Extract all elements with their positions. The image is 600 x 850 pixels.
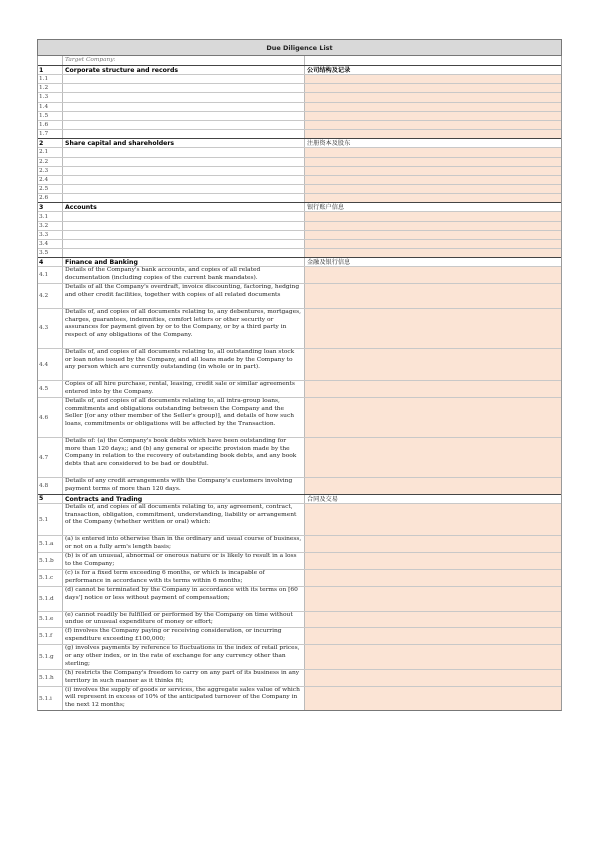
item-description[interactable]: Details of all the Company's overdraft, invoice discounting, factoring, hedging and other credit facilities, together with copies of all related documents [65,284,300,298]
item-description[interactable]: (g) involves payments by reference to fluctuations in the index of retail prices, or any other index, or in the rate of exchange for any currency other than sterling; [65,645,300,667]
item-number: 2.6 [38,194,63,202]
response-cell[interactable] [304,121,561,129]
response-cell[interactable] [304,93,561,101]
item-row [38,569,561,586]
section-title: Contracts and Trading [65,495,143,503]
sheet-title: Due Diligence List [37,39,562,56]
section-row [38,202,561,211]
response-cell[interactable] [304,645,561,669]
response-cell[interactable] [304,231,561,239]
item-row [38,157,561,166]
item-row [38,211,561,220]
item-number: 4 [38,258,63,266]
item-row [38,230,561,239]
response-cell[interactable] [304,438,561,477]
item-number: 2.3 [38,167,63,175]
item-description[interactable]: Details of, and copies of all documents relating to, all intra-group loans, commitments and obligations outstanding between the Company and the Seller [(or any other member of the Seller's group)], and details of how such loans, commitments or obligations will be affected by the Transaction. [65,398,295,428]
item-number: 2.2 [38,158,63,166]
item-row [38,266,561,283]
target-company-label[interactable]: Target Company: [65,57,116,63]
response-cell[interactable] [304,612,561,628]
item-description[interactable] [63,130,304,138]
section-row [38,257,561,266]
item-number: 1 [38,66,63,74]
section-title: Finance and Banking [65,259,138,267]
item-number: 3.2 [38,222,63,230]
item-row [38,129,561,138]
item-description[interactable] [63,176,304,184]
item-description[interactable]: (e) cannot readily be fulfilled or performed by the Company on time without undue or unusual expenditure of money or effort; [65,611,293,626]
item-description[interactable] [63,103,304,111]
item-description[interactable]: Details of, and copies of all documents relating to, any agreement, contract, transaction, obligation, commitment, understanding, liability or arrangement of the Company (whether written or oral) which: [65,503,297,526]
item-description[interactable] [63,212,304,220]
section-row [38,138,561,147]
response-cell[interactable] [304,103,561,111]
item-number: 1.6 [38,121,63,129]
item-number: 2.1 [38,148,63,156]
item-number: 4.7 [38,438,63,477]
item-number: 5.1.h [38,670,63,686]
item-description[interactable] [63,148,304,156]
response-cell[interactable] [304,75,561,83]
response-cell[interactable] [304,176,561,184]
section-title-cn: 公司结构及记录 [304,66,561,74]
item-description[interactable]: Details of the Company's bank accounts, and copies of all related documentation (including copies of the current bank mandates). [65,267,261,282]
item-number: 4.3 [38,309,63,348]
item-row [38,308,561,348]
item-description[interactable] [63,222,304,230]
response-cell[interactable] [304,570,561,586]
item-row [38,437,561,477]
item-number: 1.3 [38,93,63,101]
item-description[interactable] [63,112,304,120]
item-description[interactable]: (c) is for a fixed term exceeding 6 months, or which is incapable of performance in accordance with its terms within 6 months; [65,570,265,584]
response-cell[interactable] [304,284,561,308]
item-description[interactable] [63,84,304,92]
section-title: Accounts [65,204,97,212]
section-title: Corporate structure and records [65,67,179,74]
item-number: 1.5 [38,112,63,120]
response-cell[interactable] [304,84,561,92]
response-cell[interactable] [304,309,561,348]
item-row [38,111,561,120]
item-description[interactable]: Copies of all hire purchase, rental, leasing, credit sale or similar agreements entered into by the Company. [65,381,295,395]
item-row [38,477,561,494]
response-cell[interactable] [304,670,561,686]
item-number: 5.1.c [38,570,63,586]
response-cell[interactable] [304,112,561,120]
response-cell[interactable] [304,504,561,535]
item-row [38,120,561,129]
item-row [38,586,561,611]
item-number: 3.3 [38,231,63,239]
item-row [38,627,561,644]
response-cell[interactable] [304,553,561,569]
section-row [38,65,561,74]
item-row [38,83,561,92]
item-description[interactable]: (b) is of an unusual, abnormal or onerous nature or is likely to result in a loss to the Company; [65,553,297,567]
item-row [38,74,561,83]
item-row [38,380,561,397]
item-number: 5.1.g [38,645,63,669]
item-row [38,686,561,711]
response-cell[interactable] [304,185,561,193]
response-cell[interactable] [304,167,561,175]
item-description[interactable] [63,249,304,257]
item-number: 5.1.f [38,628,63,644]
item-description[interactable] [63,167,304,175]
response-cell[interactable] [304,381,561,397]
item-number: 1.4 [38,103,63,111]
item-number: 1.7 [38,130,63,138]
item-description[interactable]: Details of, and copies of all documents relating to, any debentures, mortgages, charges, guarantees, indemnities, comfort letters or other security or assurances for payment given by or to the Company, or by a third party in respect of any obligations of the Company. [65,308,301,338]
item-row [38,221,561,230]
item-row [38,644,561,669]
item-description[interactable]: (i) involves the supply of goods or services, the aggregate sales value of which will represent in excess of 10% of the anticipated turnover of the Company in the next 12 months; [65,686,300,709]
item-number: 5.1.e [38,612,63,628]
item-number: 5 [38,495,63,503]
item-description[interactable]: (f) involves the Company paying or receiving consideration, or incurring expenditure exceeding £100,000; [65,628,282,643]
section-row [38,494,561,503]
item-number: 4.8 [38,478,63,494]
item-number: 2.4 [38,176,63,184]
item-description[interactable] [63,158,304,166]
response-cell[interactable] [304,687,561,711]
item-row [38,102,561,111]
response-cell[interactable] [304,194,561,202]
item-row [38,166,561,175]
item-description[interactable] [63,93,304,101]
item-row [38,92,561,101]
item-row [38,669,561,686]
item-row [38,611,561,628]
response-cell[interactable] [304,267,561,283]
item-number: 5.1 [38,504,63,535]
response-cell[interactable] [304,536,561,552]
item-number: 4.1 [38,267,63,283]
item-description[interactable]: Details of any credit arrangements with the Company's customers involving payment terms of more than 120 days. [65,478,293,492]
checklist-table [37,65,562,711]
item-row [38,535,561,552]
item-number: 2.5 [38,185,63,193]
item-number: 3.1 [38,212,63,220]
item-number: 2 [38,139,63,147]
item-description[interactable] [63,121,304,129]
response-cell[interactable] [304,222,561,230]
section-title-cn: 合同及交易 [304,495,561,503]
item-row [38,147,561,156]
item-number: 5.1.d [38,587,63,611]
response-cell[interactable] [304,212,561,220]
item-row [38,193,561,202]
response-cell[interactable] [304,130,561,138]
item-row [38,175,561,184]
item-number: 5.1.b [38,553,63,569]
item-description[interactable] [63,231,304,239]
due-diligence-sheet [37,39,562,711]
item-row [38,248,561,257]
response-cell[interactable] [304,628,561,644]
item-description[interactable] [63,185,304,193]
item-description[interactable]: Details of: (a) the Company's book debts which have been outstanding for more than 120 days;; and (b) any general or specific provision made by the Company in relation to the recovery of outstanding book debts, and any book debts that are considered to be bad or doubtful. [65,438,297,468]
item-number: 4.2 [38,284,63,308]
item-number: 3 [38,203,63,211]
response-cell[interactable] [304,398,561,437]
response-cell[interactable] [304,148,561,156]
item-description[interactable] [63,240,304,248]
item-number: 3.4 [38,240,63,248]
item-row [38,552,561,569]
item-description[interactable]: (d) cannot be terminated by the Company in accordance with its terms on [60 days'] notice or less without payment of compensation; [65,586,298,601]
item-row [38,283,561,308]
item-number: 4.5 [38,381,63,397]
item-description[interactable]: (h) restricts the Company's freedom to carry on any part of its business in any territory in such manner as it thinks fit; [65,669,300,684]
response-cell[interactable] [304,587,561,611]
item-row [38,503,561,535]
response-cell[interactable] [304,249,561,257]
item-description[interactable]: (a) is entered into otherwise than in the ordinary and usual course of business, or not on a fully arm's length basis; [65,536,302,550]
item-number: 1.1 [38,75,63,83]
item-number: 1.2 [38,84,63,92]
item-row [38,348,561,380]
item-description[interactable]: Details of, and copies of all documents relating to, all outstanding loan stock or loan notes issued by the Company, and all loans made by the Company to any person which are currently outstanding (in whole or in part). [65,348,295,371]
item-number: 4.4 [38,349,63,380]
section-title: Share capital and shareholders [65,140,175,148]
response-cell[interactable] [304,158,561,166]
item-number: 5.1.a [38,536,63,552]
section-title-cn: 金融及银行信息 [304,258,561,266]
item-description[interactable] [63,75,304,83]
section-title-cn: 银行账户信息 [304,203,561,211]
item-description[interactable] [63,194,304,202]
section-title-cn: 注册资本及股东 [304,139,561,147]
item-number: 5.1.i [38,687,63,711]
response-cell[interactable] [304,349,561,380]
target-company-row [37,56,562,65]
item-row [38,397,561,437]
item-row [38,184,561,193]
item-row [38,239,561,248]
item-number: 3.5 [38,249,63,257]
response-cell[interactable] [304,240,561,248]
item-number: 4.6 [38,398,63,437]
response-cell[interactable] [304,478,561,494]
